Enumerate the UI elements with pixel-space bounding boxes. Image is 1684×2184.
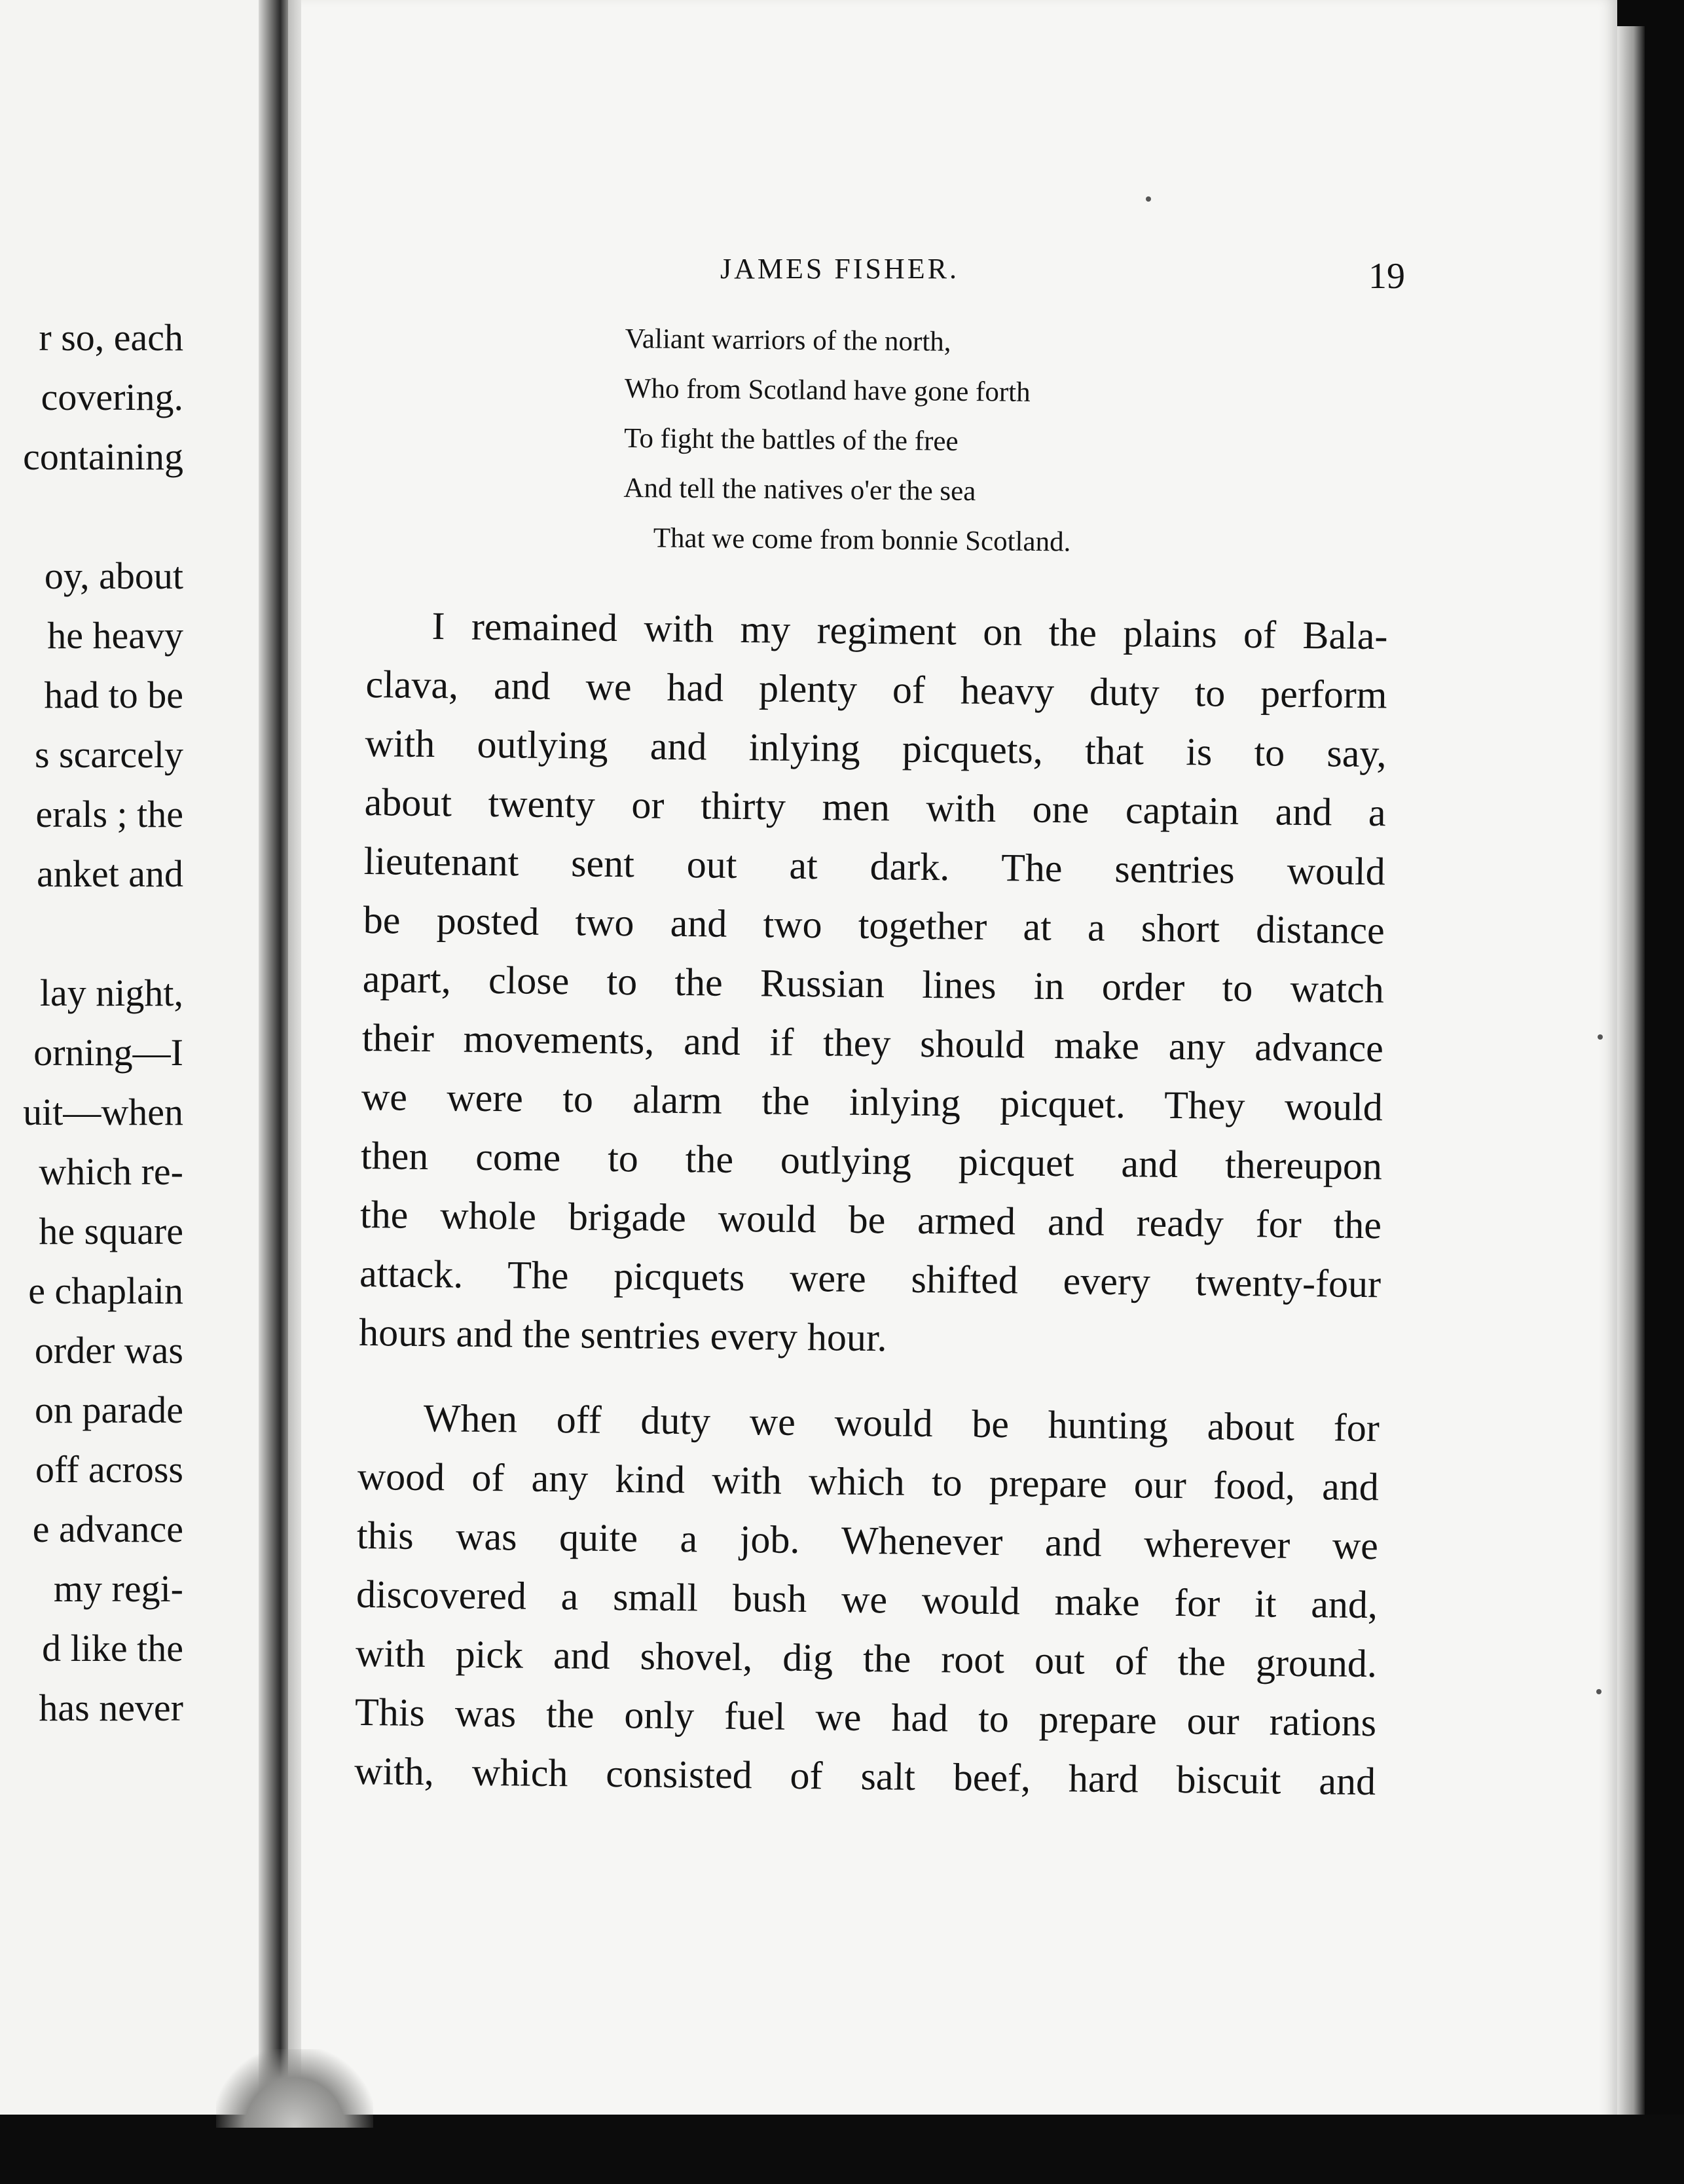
spine-fray [216, 2049, 373, 2128]
left-line-gap [0, 486, 275, 546]
paragraph-1-line: apart, close to the Russian lines in order to watch [362, 956, 1385, 1011]
paragraph-1-line: the whole brigade would be armed and ready for the [359, 1192, 1382, 1247]
scan-speck [1146, 196, 1151, 202]
paragraph-2-line: discovered a small bush we would make for it and, [356, 1572, 1378, 1627]
paragraph-1-line: with outlying and inlying picquets, that is to say, [365, 721, 1387, 776]
paragraph-2-line: with, which consisted of salt beef, hard biscuit and [354, 1749, 1376, 1804]
left-page-lines [0, 308, 275, 1738]
paragraph-1-line: attack. The picquets were shifted every twenty-four [359, 1251, 1382, 1306]
left-line: off across [35, 1448, 183, 1491]
verse-block [623, 314, 1072, 568]
scan-speck [1598, 1034, 1603, 1040]
running-header: JAMES FISHER. [720, 253, 959, 285]
left-page-fragment [0, 0, 275, 2115]
paragraph-1-line: clava, and we had plenty of heavy duty to perform [365, 662, 1387, 717]
page-number: 19 [1368, 256, 1405, 297]
paragraph-1-line: be posted two and two together at a short distance [363, 898, 1385, 953]
left-line: he heavy [47, 614, 183, 657]
left-line-gap [0, 903, 275, 963]
paragraph-2-line: This was the only fuel we had to prepare our rations [354, 1690, 1377, 1745]
paragraph-1-line: then come to the outlying picquet and thereupon [360, 1133, 1383, 1188]
left-line: had to be [44, 674, 183, 716]
paragraph-2-line: When off duty we would be hunting about for [423, 1396, 1380, 1450]
paragraph-1-line: their movements, and if they should make any advance [361, 1015, 1384, 1070]
paragraph-1-line: I remained with my regiment on the plains of Bala- [431, 604, 1388, 658]
paragraph-2-line: with pick and shovel, dig the root out of the ground. [355, 1631, 1378, 1686]
left-line: order was [34, 1329, 183, 1372]
paragraph-1-line: hours and the sentries every hour. [358, 1310, 887, 1360]
left-line: anket and [37, 852, 183, 895]
left-line: d like the [42, 1627, 183, 1669]
left-line: oy, about [44, 555, 183, 597]
left-line: orning—I [33, 1031, 183, 1074]
left-line: he square [39, 1210, 183, 1252]
left-line: uit—when [23, 1091, 183, 1133]
verse-line: Who from Scotland have gone forth [624, 373, 1031, 408]
body-text [354, 596, 1388, 1811]
paragraph-2-line: this was quite a job. Whenever and wherever we [356, 1513, 1379, 1568]
left-line: r so, each [39, 316, 183, 359]
verse-line: That we come from bonnie Scotland. [653, 522, 1071, 558]
paragraph-1-line: about twenty or thirty men with one captain and a [364, 780, 1386, 835]
left-line: e chaplain [28, 1269, 183, 1312]
paragraph-2-line: wood of any kind with which to prepare our food, and [357, 1454, 1380, 1509]
left-line: has never [39, 1686, 183, 1729]
left-line: s scarcely [34, 733, 183, 776]
paragraph-1-line: lieutenant sent out at dark. The sentries would [363, 839, 1386, 894]
left-line: on parade [34, 1389, 183, 1431]
verse-line: Valiant warriors of the north, [625, 323, 951, 357]
left-line: covering. [41, 376, 183, 418]
scan-speck [1596, 1689, 1602, 1694]
verse-line: And tell the natives o'er the sea [623, 472, 976, 507]
left-line: my regi- [53, 1567, 183, 1610]
left-line: which re- [39, 1150, 183, 1193]
left-line: containing [23, 435, 183, 478]
verse-line: To fight the battles of the free [623, 422, 959, 457]
left-line: lay night, [39, 972, 183, 1014]
left-line: e advance [32, 1508, 183, 1550]
page-edge [1617, 26, 1645, 2134]
paragraph-1-line: we were to alarm the inlying picquet. They would [361, 1074, 1383, 1129]
left-line: erals ; the [35, 793, 183, 835]
